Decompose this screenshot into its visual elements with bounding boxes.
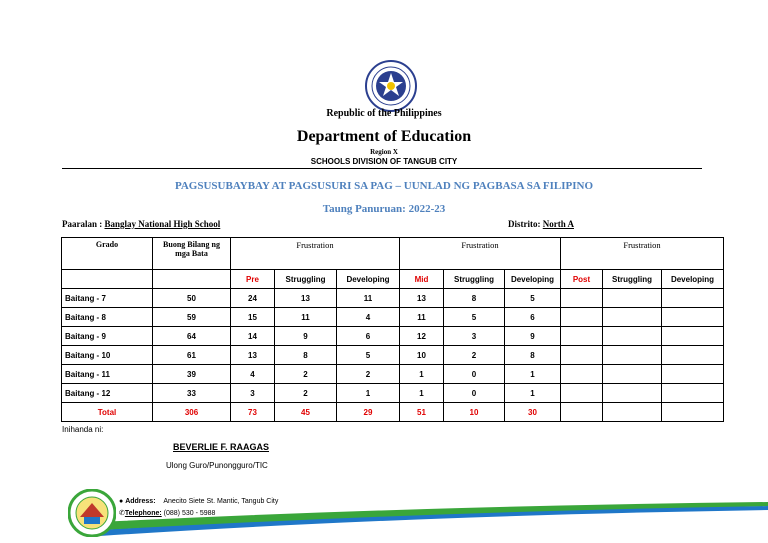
table-row xyxy=(62,365,724,384)
post-cell xyxy=(662,327,724,346)
pre-cell: 29 xyxy=(337,403,400,422)
total-cell: 306 xyxy=(153,403,231,422)
table-row xyxy=(62,346,724,365)
post-cell xyxy=(662,346,724,365)
mid-cell: 6 xyxy=(505,308,561,327)
mid-cell: 12 xyxy=(400,327,444,346)
pre-cell: 2 xyxy=(275,365,337,384)
location-icon: ● xyxy=(119,498,124,505)
post-cell xyxy=(603,365,662,384)
table-row xyxy=(62,289,724,308)
group-header-mid: Frustration xyxy=(400,238,561,270)
school-year: Taung Panuruan: 2022-23 xyxy=(322,203,446,215)
table-body xyxy=(62,289,724,422)
total-row xyxy=(62,403,724,422)
post-cell xyxy=(603,346,662,365)
total-cell: 64 xyxy=(153,327,231,346)
pre-cell: 2 xyxy=(337,365,400,384)
mid-cell: 0 xyxy=(444,365,505,384)
district-field xyxy=(508,219,574,229)
grade-header: Grado xyxy=(62,238,153,270)
grade-cell: Baitang - 9 xyxy=(62,327,153,346)
sub-header: Developing xyxy=(662,270,724,289)
mid-cell: 11 xyxy=(400,308,444,327)
post-cell xyxy=(603,289,662,308)
phone-icon: ✆ xyxy=(119,510,125,517)
school-name: Banglay National High School xyxy=(104,219,221,229)
mid-cell: 10 xyxy=(400,346,444,365)
mid-cell: 8 xyxy=(444,289,505,308)
grade-cell: Baitang - 10 xyxy=(62,346,153,365)
group-header-post: Frustration xyxy=(561,238,724,270)
sub-header: Mid xyxy=(400,270,444,289)
table-row xyxy=(62,327,724,346)
mid-cell: 30 xyxy=(505,403,561,422)
school-field xyxy=(62,219,220,229)
signer-position: Ulong Guro/Punongguro/TIC xyxy=(166,461,268,470)
address-value: Anecito Siete St. Mantic, Tangub City xyxy=(163,498,279,505)
table-row xyxy=(62,384,724,403)
pre-cell: 9 xyxy=(275,327,337,346)
pre-cell: 45 xyxy=(275,403,337,422)
post-cell xyxy=(561,384,603,403)
mid-cell: 51 xyxy=(400,403,444,422)
post-cell xyxy=(561,289,603,308)
address-label: Address: xyxy=(125,498,156,505)
total-cell: 61 xyxy=(153,346,231,365)
footer-address xyxy=(119,498,278,505)
sub-header: Struggling xyxy=(275,270,337,289)
prepared-by-label: Inihanda ni: xyxy=(62,425,104,434)
mid-cell: 1 xyxy=(505,365,561,384)
post-cell xyxy=(662,365,724,384)
republic-label: Republic of the Philippines xyxy=(326,108,442,119)
pre-cell: 11 xyxy=(337,289,400,308)
reading-assessment-table xyxy=(61,237,724,422)
mid-cell: 10 xyxy=(444,403,505,422)
total-cell: 33 xyxy=(153,384,231,403)
total-cell: 59 xyxy=(153,308,231,327)
deped-seal-icon xyxy=(365,60,417,112)
pre-cell: 3 xyxy=(231,384,275,403)
mid-cell: 1 xyxy=(400,365,444,384)
report-title: PAGSUSUBAYBAY AT PAGSUSURI SA PAG – UUNLAD NG PAGBASA SA FILIPINO xyxy=(174,180,594,192)
post-cell xyxy=(603,327,662,346)
grade-cell: Baitang - 12 xyxy=(62,384,153,403)
post-cell xyxy=(662,403,724,422)
telephone-value: (088) 530 - 5988 xyxy=(163,510,216,517)
total-cell: 39 xyxy=(153,365,231,384)
grade-cell: Total xyxy=(62,403,153,422)
post-cell xyxy=(603,384,662,403)
post-cell xyxy=(561,403,603,422)
pre-cell: 73 xyxy=(231,403,275,422)
pre-cell: 14 xyxy=(231,327,275,346)
sub-header: Struggling xyxy=(603,270,662,289)
region-label: Region X xyxy=(370,148,398,156)
sub-header-row xyxy=(62,270,724,289)
department-title: Department of Education xyxy=(296,128,472,145)
post-cell xyxy=(603,403,662,422)
total-cell: 50 xyxy=(153,289,231,308)
sub-header: Developing xyxy=(337,270,400,289)
post-cell xyxy=(662,384,724,403)
post-cell xyxy=(561,308,603,327)
division-label: SCHOOLS DIVISION OF TANGUB CITY xyxy=(310,157,458,166)
mid-cell: 0 xyxy=(444,384,505,403)
telephone-label: Telephone: xyxy=(124,510,162,517)
group-header-pre: Frustration xyxy=(231,238,400,270)
pre-cell: 11 xyxy=(275,308,337,327)
mid-cell: 1 xyxy=(400,384,444,403)
pre-cell: 15 xyxy=(231,308,275,327)
pre-cell: 4 xyxy=(337,308,400,327)
post-cell xyxy=(561,327,603,346)
sub-header: Developing xyxy=(505,270,561,289)
footer-telephone xyxy=(119,509,215,517)
mid-cell: 9 xyxy=(505,327,561,346)
mid-cell: 2 xyxy=(444,346,505,365)
mid-cell: 13 xyxy=(400,289,444,308)
pre-cell: 2 xyxy=(275,384,337,403)
mid-cell: 1 xyxy=(505,384,561,403)
post-cell xyxy=(662,308,724,327)
sub-header: Pre xyxy=(231,270,275,289)
empty-cell xyxy=(153,270,231,289)
post-cell xyxy=(561,365,603,384)
mid-cell: 3 xyxy=(444,327,505,346)
post-cell xyxy=(603,308,662,327)
school-label: Paaralan : xyxy=(62,219,105,229)
pre-cell: 13 xyxy=(275,289,337,308)
grade-cell: Baitang - 11 xyxy=(62,365,153,384)
pre-cell: 1 xyxy=(337,384,400,403)
sub-header: Post xyxy=(561,270,603,289)
pre-cell: 6 xyxy=(337,327,400,346)
signer-name: BEVERLIE F. RAAGAS xyxy=(173,442,270,452)
footer-swoosh xyxy=(100,500,768,543)
grade-cell: Baitang - 7 xyxy=(62,289,153,308)
school-logo-icon xyxy=(68,489,116,537)
pre-cell: 5 xyxy=(337,346,400,365)
mid-cell: 5 xyxy=(505,289,561,308)
empty-cell xyxy=(62,270,153,289)
mid-cell: 8 xyxy=(505,346,561,365)
district-name: North A xyxy=(542,219,574,229)
post-cell xyxy=(561,346,603,365)
total-header: Buong Bilang ng mga Bata xyxy=(153,238,231,270)
mid-cell: 5 xyxy=(444,308,505,327)
pre-cell: 13 xyxy=(231,346,275,365)
post-cell xyxy=(662,289,724,308)
pre-cell: 4 xyxy=(231,365,275,384)
grade-cell: Baitang - 8 xyxy=(62,308,153,327)
sub-header: Struggling xyxy=(444,270,505,289)
pre-cell: 24 xyxy=(231,289,275,308)
pre-cell: 8 xyxy=(275,346,337,365)
district-label: Distrito: xyxy=(508,219,543,229)
table-row xyxy=(62,308,724,327)
header-divider xyxy=(62,168,702,169)
